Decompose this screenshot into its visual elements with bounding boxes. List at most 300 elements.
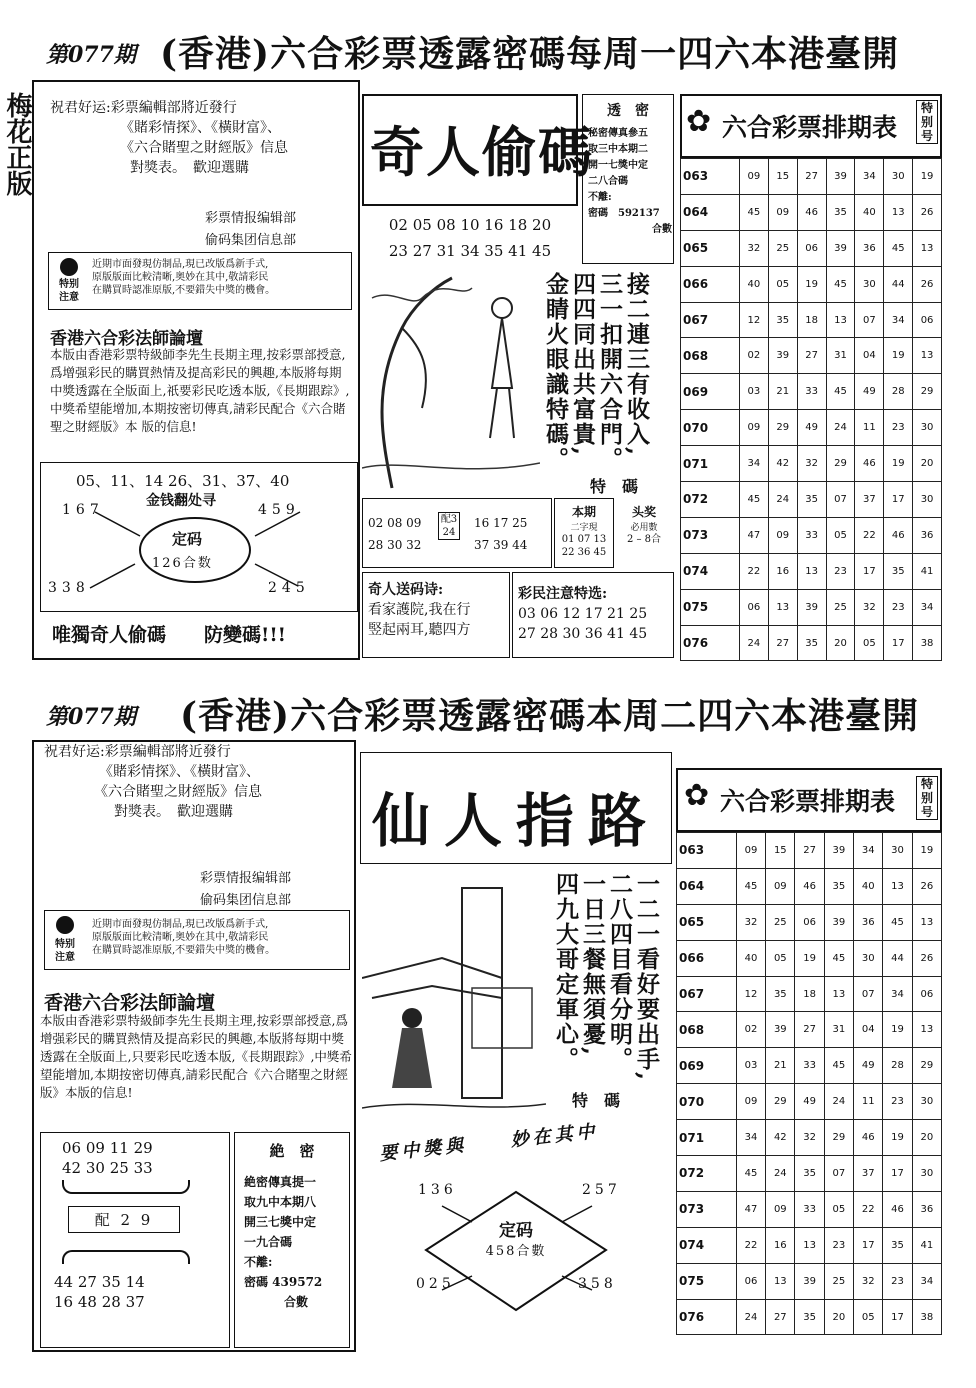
top-forum-text: 本版由香港彩票特級師李先生長期主理,按彩票部授意,爲增强彩民的購買熱情及提高彩民的興趣,本版將每期中獎透露在全版面上,祇要彩民吃透本版,《長期跟踪》,中獎希望能增加,本期按密切傳真,請彩民配合《六合賭聖之財經版》本 版的信息! [50, 347, 350, 434]
number-cell: 12 [736, 976, 765, 1012]
top-schedule-table [680, 158, 942, 661]
top-forum-title: 香港六合彩法師論壇 [50, 329, 203, 349]
number-cell: 40 [739, 266, 768, 302]
bottom-banner: 要中獎與 妙在其中 [378, 1120, 600, 1165]
number-cell: 40 [855, 194, 884, 230]
side-label: 梅花正版 [2, 92, 32, 196]
number-cell: 22 [736, 1227, 765, 1263]
number-cell: 35 [795, 1299, 824, 1335]
top-corner-4: 245 [268, 580, 310, 596]
period-cell: 074 [681, 553, 740, 589]
number-cell: 19 [884, 446, 913, 482]
table-row [677, 904, 942, 940]
table-row [681, 302, 942, 338]
number-cell: 45 [736, 868, 765, 904]
number-cell: 23 [826, 553, 855, 589]
table-row [677, 868, 942, 904]
top-small-a: 02 08 09 28 30 32 [368, 516, 422, 552]
number-cell: 30 [884, 159, 913, 195]
number-cell: 27 [797, 338, 826, 374]
table-row [681, 517, 942, 553]
top-schedule-title: 六合彩票排期表 [722, 113, 898, 142]
number-cell: 41 [913, 553, 942, 589]
top-notice-label: 特别 注意 [59, 279, 79, 303]
number-cell: 26 [912, 868, 941, 904]
number-cell: 49 [855, 374, 884, 410]
table-row [677, 1120, 942, 1156]
number-cell: 03 [736, 1048, 765, 1084]
number-cell: 13 [912, 1012, 941, 1048]
table-row [681, 338, 942, 374]
number-cell: 29 [824, 1120, 853, 1156]
bottom-brace-bot [62, 1250, 190, 1264]
number-cell: 19 [883, 1120, 912, 1156]
number-cell: 41 [912, 1227, 941, 1263]
number-cell: 47 [736, 1191, 765, 1227]
number-cell: 09 [766, 868, 795, 904]
table-row [681, 625, 942, 661]
number-cell: 28 [884, 374, 913, 410]
period-cell: 069 [681, 374, 740, 410]
number-cell: 11 [854, 1084, 883, 1120]
number-cell: 26 [913, 194, 942, 230]
table-row [681, 482, 942, 518]
number-cell: 25 [824, 1263, 853, 1299]
top-poem: 接二連三有收入, 三一扣開六合門。 四四同出共富貴, 金睛火眼識特碼。 [542, 272, 650, 472]
period-cell: 070 [677, 1084, 737, 1120]
table-row [677, 976, 942, 1012]
period-cell: 068 [677, 1012, 737, 1048]
bottom-corner-3: 025 [416, 1276, 455, 1292]
period-cell: 064 [681, 194, 740, 230]
table-row [681, 553, 942, 589]
number-cell: 33 [795, 1048, 824, 1084]
number-cell: 09 [766, 1191, 795, 1227]
number-cell: 05 [824, 1191, 853, 1227]
top-small-b: 16 17 25 37 39 44 [474, 516, 528, 552]
number-cell: 35 [768, 302, 797, 338]
top-poem-sign: 特 碼 [590, 477, 639, 496]
period-cell: 066 [677, 940, 737, 976]
number-cell: 06 [912, 976, 941, 1012]
top-period: 本期 二字現 01 07 13 22 36 45 [561, 505, 607, 558]
number-cell: 02 [736, 1012, 765, 1048]
number-cell: 34 [739, 446, 768, 482]
top-issue: 第077期 [46, 42, 136, 68]
top-corner-1: 167 [62, 502, 104, 518]
period-cell: 064 [677, 868, 737, 904]
number-cell: 30 [854, 940, 883, 976]
number-cell: 27 [795, 1012, 824, 1048]
number-cell: 45 [826, 374, 855, 410]
number-cell: 39 [824, 833, 853, 869]
number-cell: 35 [826, 194, 855, 230]
number-cell: 40 [854, 868, 883, 904]
number-cell: 29 [826, 446, 855, 482]
number-cell: 21 [768, 374, 797, 410]
number-cell: 24 [766, 1156, 795, 1192]
bottom-nums-bot: 44 27 35 14 16 48 28 37 [54, 1273, 145, 1311]
number-cell: 20 [824, 1299, 853, 1335]
top-headline: (香港)六合彩票透露密碼每周一四六本港臺開 [160, 33, 900, 75]
number-cell: 37 [854, 1156, 883, 1192]
top-caimin: 彩民注意特选: 03 06 12 17 21 25 27 28 30 36 41 45 [518, 586, 648, 642]
period-cell: 076 [677, 1299, 737, 1335]
number-cell: 44 [883, 940, 912, 976]
top-corner-3: 338 [48, 580, 90, 596]
number-cell: 46 [855, 446, 884, 482]
number-cell: 13 [824, 976, 853, 1012]
number-cell: 03 [739, 374, 768, 410]
table-row [677, 1084, 942, 1120]
number-cell: 23 [824, 1227, 853, 1263]
number-cell: 09 [768, 517, 797, 553]
number-cell: 19 [884, 338, 913, 374]
number-cell: 35 [795, 1156, 824, 1192]
number-cell: 46 [854, 1120, 883, 1156]
number-cell: 32 [797, 446, 826, 482]
number-cell: 31 [826, 338, 855, 374]
number-cell: 38 [913, 625, 942, 661]
number-cell: 20 [826, 625, 855, 661]
bottom-jm-title: 絶 密 [269, 1142, 315, 1160]
bottom-schedule-table [676, 832, 942, 1335]
top-illustration [362, 268, 540, 492]
bottom-diamond [362, 1170, 670, 1350]
number-cell: 12 [739, 302, 768, 338]
number-cell: 34 [883, 976, 912, 1012]
period-cell: 069 [677, 1048, 737, 1084]
number-cell: 49 [795, 1084, 824, 1120]
bottom-pei: 配 2 9 [68, 1206, 180, 1233]
period-cell: 068 [681, 338, 740, 374]
number-cell: 04 [854, 1012, 883, 1048]
number-cell: 34 [736, 1120, 765, 1156]
number-cell: 17 [855, 553, 884, 589]
table-row [677, 1012, 942, 1048]
number-cell: 27 [797, 159, 826, 195]
number-cell: 32 [855, 589, 884, 625]
number-cell: 17 [884, 625, 913, 661]
number-cell: 05 [768, 266, 797, 302]
number-cell: 40 [736, 940, 765, 976]
number-cell: 19 [883, 1012, 912, 1048]
period-cell: 070 [681, 410, 740, 446]
number-cell: 19 [797, 266, 826, 302]
number-cell: 07 [855, 302, 884, 338]
top-head-prize: 头奖 必用數 2 – 8合 [626, 505, 662, 545]
number-cell: 16 [766, 1227, 795, 1263]
number-cell: 22 [854, 1191, 883, 1227]
period-cell: 066 [681, 266, 740, 302]
number-cell: 30 [883, 833, 912, 869]
top-small-mid: 配3 24 [438, 512, 460, 540]
table-row [677, 1263, 942, 1299]
number-cell: 06 [795, 904, 824, 940]
bottom-corner-1: 136 [418, 1182, 457, 1198]
table-row [677, 1191, 942, 1227]
bottom-poem: 一二一看好要出手, 二八四目看分明。 一日三餐無須憂, 四九大哥定軍心。 [552, 872, 660, 1083]
number-cell: 20 [912, 1120, 941, 1156]
number-cell: 24 [826, 410, 855, 446]
number-cell: 39 [766, 1012, 795, 1048]
number-cell: 39 [826, 230, 855, 266]
number-cell: 30 [855, 266, 884, 302]
number-cell: 39 [824, 904, 853, 940]
number-cell: 13 [826, 302, 855, 338]
number-cell: 39 [797, 589, 826, 625]
top-editor: 彩票情报编辑部 偷码集团信息部 [205, 211, 297, 248]
period-cell: 072 [681, 482, 740, 518]
number-cell: 44 [884, 266, 913, 302]
top-qi: 奇人送码诗: 看家護院,我在行 竪起兩耳,聽四方 [368, 582, 471, 638]
number-cell: 46 [884, 517, 913, 553]
number-cell: 49 [854, 1048, 883, 1084]
number-cell: 34 [912, 1263, 941, 1299]
top-corner-2: 459 [258, 502, 300, 518]
table-row [677, 1299, 942, 1335]
top-greeting: 祝君好运:彩票編輯部將近發行 《賭彩情探》、《橫財富》、 《六合賭聖之財經版》信息 對獎表。 歡迎選購 [50, 100, 288, 176]
top-title: 奇人偷碼 [370, 121, 594, 184]
number-cell: 09 [768, 194, 797, 230]
table-row [681, 446, 942, 482]
number-cell: 19 [912, 833, 941, 869]
table-row [681, 230, 942, 266]
number-cell: 29 [913, 374, 942, 410]
table-row [677, 940, 942, 976]
number-cell: 13 [883, 868, 912, 904]
number-cell: 23 [884, 410, 913, 446]
number-cell: 05 [855, 625, 884, 661]
period-cell: 067 [681, 302, 740, 338]
number-cell: 05 [766, 940, 795, 976]
number-cell: 47 [739, 517, 768, 553]
number-cell: 45 [883, 904, 912, 940]
number-cell: 06 [739, 589, 768, 625]
number-cell: 19 [913, 159, 942, 195]
period-cell: 065 [677, 904, 737, 940]
bottom-greeting: 祝君好运:彩票編輯部將近發行 《賭彩情探》、《橫財富》、 《六合賭聖之財經版》信息 對獎表。 歡迎選購 [44, 744, 262, 820]
number-cell: 45 [736, 1156, 765, 1192]
number-cell: 18 [795, 976, 824, 1012]
number-cell: 45 [826, 266, 855, 302]
number-cell: 05 [854, 1299, 883, 1335]
table-row [681, 374, 942, 410]
number-cell: 13 [766, 1263, 795, 1299]
number-cell: 22 [739, 553, 768, 589]
number-cell: 30 [912, 1156, 941, 1192]
number-cell: 49 [797, 410, 826, 446]
table-row [681, 194, 942, 230]
period-cell: 065 [681, 230, 740, 266]
number-cell: 37 [855, 482, 884, 518]
bottom-schedule-title: 六合彩票排期表 [720, 787, 896, 816]
period-cell: 073 [681, 517, 740, 553]
number-cell: 07 [854, 976, 883, 1012]
number-cell: 46 [883, 1191, 912, 1227]
table-row [677, 1156, 942, 1192]
number-cell: 30 [912, 1084, 941, 1120]
number-cell: 20 [913, 446, 942, 482]
number-cell: 24 [736, 1299, 765, 1335]
number-cell: 13 [912, 904, 941, 940]
table-row [681, 410, 942, 446]
top-notice-text: 近期市面發現仿制品,現已改版爲新手式, 原版版面比較清晰,奥妙在其中,敬請彩民 在購買時認准原版,不要錯失中獎的機會。 [92, 259, 276, 296]
number-cell: 34 [855, 159, 884, 195]
period-cell: 067 [677, 976, 737, 1012]
number-cell: 36 [855, 230, 884, 266]
number-cell: 35 [883, 1227, 912, 1263]
number-cell: 25 [826, 589, 855, 625]
number-cell: 35 [884, 553, 913, 589]
period-cell: 075 [681, 589, 740, 625]
number-cell: 33 [797, 517, 826, 553]
number-cell: 17 [883, 1156, 912, 1192]
period-cell: 076 [681, 625, 740, 661]
number-cell: 22 [855, 517, 884, 553]
number-cell: 06 [797, 230, 826, 266]
number-cell: 26 [913, 266, 942, 302]
period-cell: 071 [677, 1120, 737, 1156]
period-cell: 063 [677, 833, 737, 869]
number-cell: 34 [913, 589, 942, 625]
number-cell: 27 [795, 833, 824, 869]
number-cell: 07 [826, 482, 855, 518]
number-cell: 29 [766, 1084, 795, 1120]
table-row [681, 589, 942, 625]
number-cell: 42 [768, 446, 797, 482]
top-nums: 05、11、14 26、31、37、40 [76, 472, 290, 490]
period-cell: 073 [677, 1191, 737, 1227]
number-cell: 46 [795, 868, 824, 904]
number-cell: 16 [768, 553, 797, 589]
top-schedule-icon: ✿ [686, 104, 712, 139]
number-cell: 13 [884, 194, 913, 230]
number-cell: 34 [884, 302, 913, 338]
bottom-schedule-special: 特别号 [916, 776, 938, 820]
bottom-notice-label: 特别 注意 [55, 939, 75, 963]
top-golden: 金钱翻处寻 [146, 493, 216, 509]
number-cell: 05 [826, 517, 855, 553]
number-cell: 38 [912, 1299, 941, 1335]
number-cell: 07 [824, 1156, 853, 1192]
number-cell: 02 [739, 338, 768, 374]
bottom-notice-text: 近期市面發現仿制品,現已改版爲新手式, 原版版面比較清晰,奥妙在其中,敬請彩民 在購買時認准原版,不要錯失中獎的機會。 [92, 919, 276, 956]
period-cell: 074 [677, 1227, 737, 1263]
number-cell: 09 [736, 1084, 765, 1120]
bottom-corner-2: 257 [582, 1182, 621, 1198]
number-cell: 45 [739, 194, 768, 230]
bottom-schedule-icon: ✿ [684, 778, 710, 813]
bottom-forum-text: 本版由香港彩票特級師李先生長期主理,按彩票部授意,爲增强彩民的購買熱情及提高彩民的興趣,本版將每期中獎透露在全版面上,只要彩民吃透本版,《長期跟踪》,中獎希望能增加,本期按密切傳真,請彩民配合《六合賭聖之財經版》本版的信息! [40, 1013, 352, 1100]
period-cell: 063 [681, 159, 740, 195]
period-cell: 071 [681, 446, 740, 482]
number-cell: 13 [913, 338, 942, 374]
number-cell: 29 [768, 410, 797, 446]
table-row [677, 1048, 942, 1084]
number-cell: 45 [824, 940, 853, 976]
number-cell: 18 [797, 302, 826, 338]
table-row [681, 159, 942, 195]
bottom-title: 仙人指路 [372, 787, 661, 855]
bottom-dingma: 定码 [499, 1221, 533, 1241]
number-cell: 39 [795, 1263, 824, 1299]
number-cell: 19 [795, 940, 824, 976]
bottom-brace-top [62, 1180, 190, 1194]
number-cell: 11 [855, 410, 884, 446]
top-schedule-special: 特别号 [916, 100, 938, 144]
bottom-illustration [362, 868, 546, 1118]
bottom-jm-lines: 絶密傳真提一 取九中本期八 開三七獎中定 一九合碼 不離: 密碼 439572 合數 [244, 1175, 323, 1309]
number-cell: 32 [795, 1120, 824, 1156]
number-cell: 13 [913, 230, 942, 266]
number-cell: 17 [883, 1299, 912, 1335]
number-cell: 23 [884, 589, 913, 625]
number-cell: 24 [824, 1084, 853, 1120]
number-cell: 25 [768, 230, 797, 266]
bottom-dingma-sum: 458合數 [485, 1244, 547, 1259]
number-cell: 26 [912, 940, 941, 976]
top-slogan: 唯獨奇人偷碼 防變碼!!! [52, 624, 287, 646]
number-cell: 39 [768, 338, 797, 374]
number-cell: 32 [736, 904, 765, 940]
number-cell: 21 [766, 1048, 795, 1084]
number-cell: 36 [913, 517, 942, 553]
number-cell: 28 [883, 1048, 912, 1084]
number-cell: 39 [826, 159, 855, 195]
number-cell: 35 [824, 868, 853, 904]
top-dingma: 定码 [172, 530, 203, 548]
number-cell: 27 [766, 1299, 795, 1335]
number-cell: 30 [913, 482, 942, 518]
number-cell: 32 [739, 230, 768, 266]
number-cell: 45 [884, 230, 913, 266]
bottom-notice-icon [56, 916, 74, 934]
number-cell: 04 [855, 338, 884, 374]
top-secret-label: 透 密 [607, 103, 649, 119]
number-cell: 23 [883, 1084, 912, 1120]
table-row [681, 266, 942, 302]
period-cell: 072 [677, 1156, 737, 1192]
number-cell: 33 [797, 374, 826, 410]
bottom-issue: 第077期 [46, 704, 136, 730]
number-cell: 13 [795, 1227, 824, 1263]
number-cell: 25 [766, 904, 795, 940]
number-cell: 23 [883, 1263, 912, 1299]
number-cell: 24 [768, 482, 797, 518]
bottom-forum-title: 香港六合彩法師論壇 [44, 992, 216, 1014]
table-row [677, 833, 942, 869]
number-cell: 32 [854, 1263, 883, 1299]
number-cell: 13 [768, 589, 797, 625]
notice-icon [60, 258, 78, 276]
number-cell: 15 [768, 159, 797, 195]
number-cell: 27 [768, 625, 797, 661]
bottom-corner-4: 358 [578, 1276, 617, 1292]
top-secret-lines: 秘密傳真參五 取三中本期二 開一七獎中定 二八合碼 不離: 密碼 592137 合數 [588, 128, 672, 235]
period-cell: 075 [677, 1263, 737, 1299]
number-cell: 06 [913, 302, 942, 338]
number-cell: 29 [912, 1048, 941, 1084]
number-cell: 09 [736, 833, 765, 869]
number-cell: 46 [797, 194, 826, 230]
number-cell: 31 [824, 1012, 853, 1048]
bottom-headline: (香港)六合彩票透露密碼本周二四六本港臺開 [180, 695, 920, 737]
number-cell: 13 [797, 553, 826, 589]
number-cell: 33 [795, 1191, 824, 1227]
bottom-poem-sign: 特 碼 [572, 1091, 621, 1110]
number-cell: 35 [797, 625, 826, 661]
